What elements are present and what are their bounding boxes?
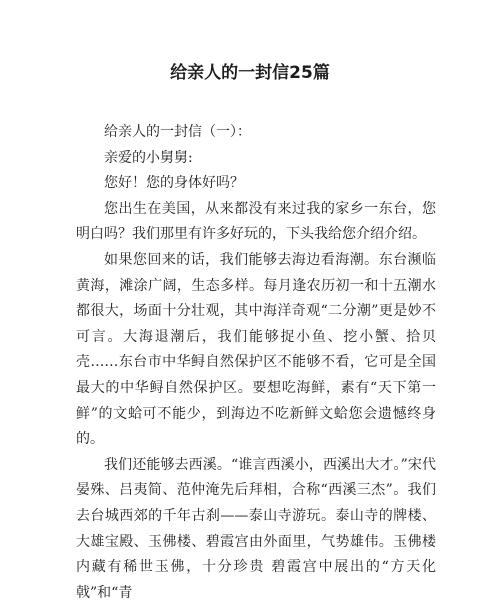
document-body — [76, 120, 436, 606]
letter-greeting: 您好！您的身体好吗？ — [104, 175, 244, 192]
body-paragraph: 您出生在美国，从来都没有来过我的家乡一东台，您明白吗？我们那里有许多好玩的，下头我给您介绍介绍。 — [76, 200, 436, 243]
letter-salutation: 亲爱的小舅舅: — [104, 149, 193, 166]
body-paragraph: 如果您回来的话，我们能够去海边看海潮。东台濒临黄海，滩涂广阔，生态多样。每月逢农历初一和十五潮水都很大，场面十分壮观，其中海洋奇观“二分潮”更是妙不可言。大海退潮后，我们能够捉小鱼、挖小蟹、拾贝壳……东台市中华鲟自然保护区不能够不看，它可是全国最大的中华鲟自然保护区。要想吃海鲜，素有“天下第一鲜”的文蛤可不能少，到海边不吃新鲜文蛤您会遗憾终身的。 — [76, 251, 436, 448]
body-paragraph: 我们还能够去西溪。“谁言西溪小，西溪出大才。”宋代晏殊、吕夷简、范仲淹先后拜相，合称“西溪三杰”。我们去台城西郊的千年古刹——泰山寺游玩。泰山寺的牌楼、大雄宝殿、玉佛楼、碧霞宫由外面里，气势雄伟。玉佛楼内藏有稀世玉佛，十分珍贵 碧霞宫中展出的“方天化戟”和“青 — [76, 456, 436, 601]
letter-heading: 给亲人的一封信（一）： — [104, 124, 251, 140]
document-title: 给亲人的一封信25篇 — [170, 63, 330, 83]
